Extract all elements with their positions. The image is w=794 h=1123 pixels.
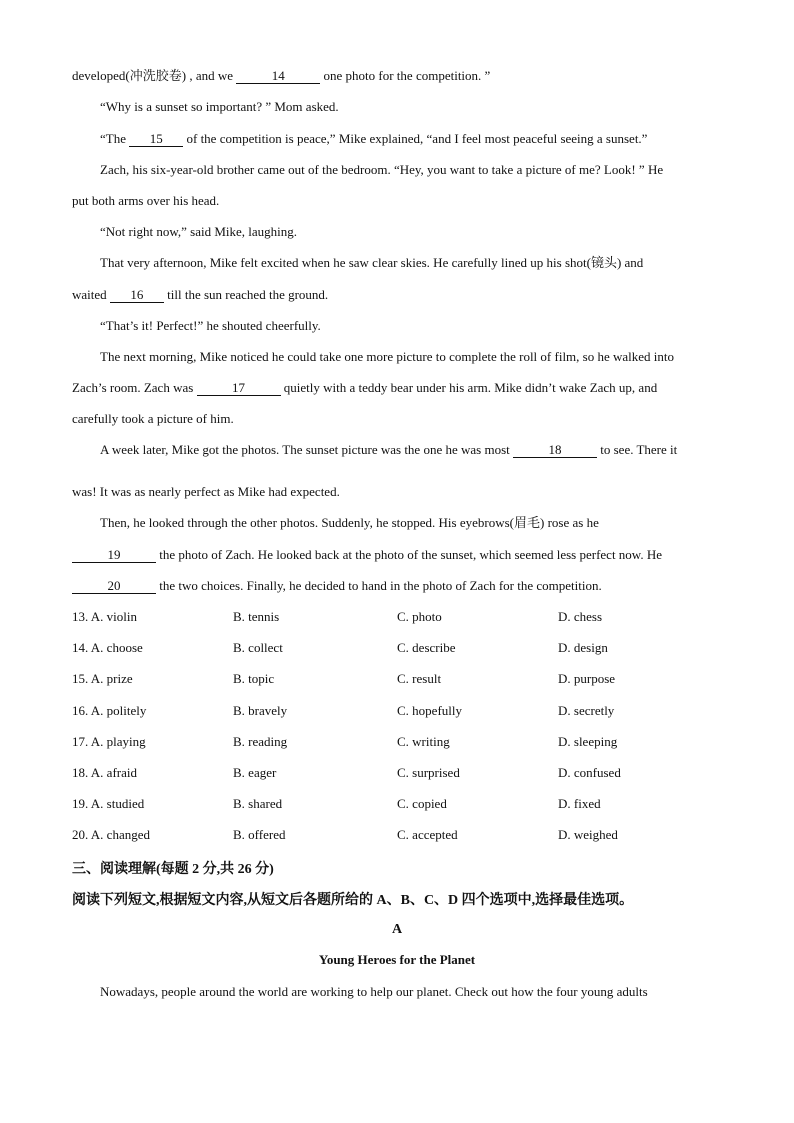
option-c: C. copied <box>397 796 447 811</box>
blank-18: 18 <box>513 443 597 458</box>
passage-line-12: carefully took a picture of him. <box>72 411 234 426</box>
option-a: 14. A. choose <box>72 640 143 655</box>
option-d: D. sleeping <box>558 734 618 749</box>
passage-title: Young Heroes for the Planet <box>318 952 476 967</box>
passage-line-1 <box>72 68 490 84</box>
passage-line-16 <box>72 547 662 563</box>
text-segment: Zach’s room. Zach was <box>72 380 197 395</box>
text-segment: the two choices. Finally, he decided to hand in the photo of Zach for the competition. <box>156 578 602 593</box>
passage-line-2: “Why is a sunset so important? ” Mom asked. <box>100 99 339 114</box>
passage-first-line: Nowadays, people around the world are working to help our planet. Check out how the four young adults <box>100 984 648 999</box>
passage-line-15: Then, he looked through the other photos. Suddenly, he stopped. His eyebrows(眉毛) rose as he <box>100 515 599 530</box>
option-d: D. design <box>558 640 608 655</box>
option-c: C. accepted <box>397 827 458 842</box>
option-a: 16. A. politely <box>72 703 147 718</box>
option-a: 15. A. prize <box>72 671 133 686</box>
option-a: 13. A. violin <box>72 609 138 624</box>
text-segment: the photo of Zach. He looked back at the photo of the sunset, which seemed less perfect now. He <box>156 547 663 562</box>
passage-line-6: “Not right now,” said Mike, laughing. <box>100 224 298 239</box>
text-segment: waited <box>72 287 110 302</box>
blank-20: 20 <box>72 579 156 594</box>
option-d: D. purpose <box>558 671 616 686</box>
text-segment: to see. There it <box>597 442 678 457</box>
passage-line-3 <box>100 131 647 147</box>
option-c: C. writing <box>397 734 450 749</box>
option-d: D. confused <box>558 765 621 780</box>
passage-line-7: That very afternoon, Mike felt excited when he saw clear skies. He carefully lined up his shot(镜头) and <box>100 255 644 270</box>
passage-line-14: was! It was as nearly perfect as Mike had expected. <box>72 484 340 499</box>
text-segment: quietly with a teddy bear under his arm. Mike didn’t wake Zach up, and <box>280 380 658 395</box>
blank-14: 14 <box>236 69 320 84</box>
option-a: 17. A. playing <box>72 734 146 749</box>
option-b: B. reading <box>233 734 288 749</box>
blank-17: 17 <box>197 381 281 396</box>
option-d: D. secretly <box>558 703 615 718</box>
passage-line-9: “That’s it! Perfect!” he shouted cheerfully. <box>100 318 321 333</box>
option-d: D. weighed <box>558 827 618 842</box>
option-a: 20. A. changed <box>72 827 150 842</box>
option-b: B. eager <box>233 765 277 780</box>
passage-line-11 <box>72 380 657 396</box>
option-a: 19. A. studied <box>72 796 145 811</box>
option-d: D. fixed <box>558 796 601 811</box>
blank-16: 16 <box>110 288 164 303</box>
option-b: B. collect <box>233 640 283 655</box>
passage-label: A <box>391 922 403 937</box>
passage-line-17 <box>72 578 602 594</box>
option-d: D. chess <box>558 609 603 624</box>
option-b: B. tennis <box>233 609 280 624</box>
option-c: C. photo <box>397 609 442 624</box>
text-segment: “The <box>100 131 130 146</box>
option-c: C. result <box>397 671 442 686</box>
option-a: 18. A. afraid <box>72 765 137 780</box>
section-instruction: 阅读下列短文,根据短文内容,从短文后各题所给的 A、B、C、D 四个选项中,选择最佳选项。 <box>72 893 634 908</box>
text-segment: till the sun reached the ground. <box>163 287 329 302</box>
passage-line-8 <box>72 287 328 303</box>
option-c: C. hopefully <box>397 703 462 718</box>
option-b: B. topic <box>233 671 275 686</box>
text-segment: A week later, Mike got the photos. The sunset picture was the one he was most <box>100 442 513 457</box>
passage-line-10: The next morning, Mike noticed he could take one more picture to complete the roll of film, so he walked into <box>100 349 675 364</box>
passage-line-5: put both arms over his head. <box>72 193 220 208</box>
blank-19: 19 <box>72 548 156 563</box>
text-segment: developed(冲洗胶卷) , and we <box>72 68 237 83</box>
text-segment: of the competition is peace,” Mike explained, “and I feel most peaceful seeing a sunset.” <box>183 131 648 146</box>
option-b: B. shared <box>233 796 283 811</box>
option-c: C. surprised <box>397 765 460 780</box>
passage-line-4: Zach, his six-year-old brother came out of the bedroom. “Hey, you want to take a picture of me? Look! ” He <box>100 162 664 177</box>
section-heading: 三、阅读理解(每题 2 分,共 26 分) <box>72 862 274 877</box>
option-c: C. describe <box>397 640 456 655</box>
text-segment: one photo for the competition. ” <box>320 68 491 83</box>
blank-15: 15 <box>129 132 183 147</box>
option-b: B. offered <box>233 827 286 842</box>
option-b: B. bravely <box>233 703 288 718</box>
passage-line-13 <box>100 442 677 458</box>
